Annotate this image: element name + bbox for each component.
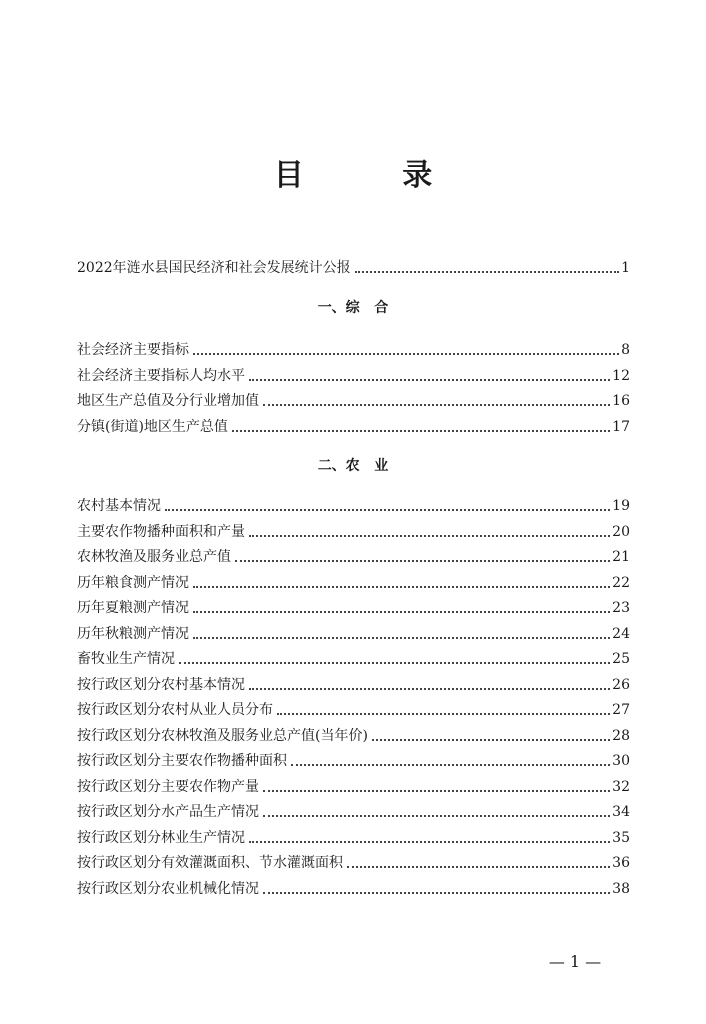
toc-entry-label: 按行政区划分农村从业人员分布 bbox=[77, 702, 273, 718]
leader-dots bbox=[263, 815, 610, 817]
toc-entry[interactable] bbox=[77, 340, 630, 360]
toc-entry[interactable] bbox=[77, 853, 630, 873]
toc-entry-page: 19 bbox=[612, 498, 630, 514]
leader-dots bbox=[263, 790, 610, 792]
toc-entry-label: 社会经济主要指标 bbox=[77, 342, 189, 358]
toc-entry[interactable] bbox=[77, 802, 630, 822]
toc-entry-label: 按行政区划分农林牧渔及服务业总产值(当年价) bbox=[77, 728, 368, 744]
toc-entry-page: 27 bbox=[612, 702, 630, 718]
toc-entry-label: 按行政区划分水产品生产情况 bbox=[77, 804, 259, 820]
toc-entry-label: 2022年涟水县国民经济和社会发展统计公报 bbox=[77, 260, 351, 276]
toc-entry-page: 17 bbox=[612, 419, 630, 435]
leader-dots bbox=[193, 353, 619, 355]
toc-entry[interactable] bbox=[77, 624, 630, 644]
leader-dots bbox=[347, 866, 610, 868]
page-number-footer: — 1 — bbox=[548, 952, 602, 971]
toc-entry-label: 农林牧渔及服务业总产值 bbox=[77, 549, 231, 565]
toc-entry[interactable] bbox=[77, 547, 630, 567]
toc-entry-page: 34 bbox=[612, 804, 630, 820]
toc-entry-page: 25 bbox=[612, 651, 630, 667]
toc-entry-page: 28 bbox=[612, 728, 630, 744]
leader-dots bbox=[291, 764, 610, 766]
toc-entry-page: 1 bbox=[621, 260, 630, 276]
toc-entry-page: 21 bbox=[612, 549, 630, 565]
toc-entry[interactable] bbox=[77, 366, 630, 386]
leader-dots bbox=[249, 688, 610, 690]
toc-entry-label: 按行政区划分主要农作物产量 bbox=[77, 779, 259, 795]
toc-entry-label: 地区生产总值及分行业增加值 bbox=[77, 393, 259, 409]
toc-entry-page: 36 bbox=[612, 855, 630, 871]
toc-entry-label: 畜牧业生产情况 bbox=[77, 651, 175, 667]
leader-dots bbox=[355, 271, 619, 273]
section-heading-agriculture: 二、农 业 bbox=[317, 458, 389, 474]
toc-entry-page: 22 bbox=[612, 575, 630, 591]
toc-entry-label: 分镇(街道)地区生产总值 bbox=[77, 419, 228, 435]
toc-entry[interactable] bbox=[77, 522, 630, 542]
toc-entry-page: 8 bbox=[621, 342, 630, 358]
toc-entry[interactable] bbox=[77, 751, 630, 771]
section-heading-general: 一、综 合 bbox=[317, 300, 389, 316]
leader-dots bbox=[193, 611, 610, 613]
toc-entry-label: 历年粮食测产情况 bbox=[77, 575, 189, 591]
toc-entry-page: 35 bbox=[612, 830, 630, 846]
toc-entry-label: 按行政区划分有效灌溉面积、节水灌溉面积 bbox=[77, 855, 343, 871]
leader-dots bbox=[249, 841, 610, 843]
toc-entry[interactable] bbox=[77, 598, 630, 618]
toc-entry-page: 26 bbox=[612, 677, 630, 693]
toc-entry[interactable] bbox=[77, 675, 630, 695]
leader-dots bbox=[179, 662, 610, 664]
toc-entry-page: 20 bbox=[612, 524, 630, 540]
leader-dots bbox=[165, 509, 610, 511]
toc-entry-page: 38 bbox=[612, 881, 630, 897]
toc-entry[interactable] bbox=[77, 417, 630, 437]
toc-entry-label: 社会经济主要指标人均水平 bbox=[77, 368, 245, 384]
toc-entry-page: 23 bbox=[612, 600, 630, 616]
toc-entry-label: 农村基本情况 bbox=[77, 498, 161, 514]
toc-entry-page: 24 bbox=[612, 626, 630, 642]
toc-entry-label: 按行政区划分主要农作物播种面积 bbox=[77, 753, 287, 769]
toc-entry-label: 按行政区划分林业生产情况 bbox=[77, 830, 245, 846]
leader-dots bbox=[249, 535, 610, 537]
leader-dots bbox=[372, 739, 610, 741]
toc-entry-page: 16 bbox=[612, 393, 630, 409]
leader-dots bbox=[277, 713, 610, 715]
toc-entry-page: 12 bbox=[612, 368, 630, 384]
toc-entry-label: 历年夏粮测产情况 bbox=[77, 600, 189, 616]
toc-entry-page: 30 bbox=[612, 753, 630, 769]
toc-entry-label: 主要农作物播种面积和产量 bbox=[77, 524, 245, 540]
toc-entry-label: 按行政区划分农业机械化情况 bbox=[77, 881, 259, 897]
toc-entry[interactable] bbox=[77, 879, 630, 899]
toc-entry[interactable] bbox=[77, 700, 630, 720]
toc-entry[interactable] bbox=[77, 726, 630, 746]
page-title: 目 录 bbox=[273, 158, 477, 193]
toc-entry[interactable] bbox=[77, 496, 630, 516]
toc-entry[interactable] bbox=[77, 391, 630, 411]
leader-dots bbox=[249, 379, 610, 381]
toc-entry-label: 历年秋粮测产情况 bbox=[77, 626, 189, 642]
toc-entry-page: 32 bbox=[612, 779, 630, 795]
toc-entry-intro[interactable] bbox=[77, 258, 630, 278]
toc-entry[interactable] bbox=[77, 828, 630, 848]
leader-dots bbox=[235, 560, 610, 562]
leader-dots bbox=[263, 892, 610, 894]
toc-entry[interactable] bbox=[77, 649, 630, 669]
toc-entry-label: 按行政区划分农村基本情况 bbox=[77, 677, 245, 693]
leader-dots bbox=[193, 637, 610, 639]
toc-entry[interactable] bbox=[77, 777, 630, 797]
leader-dots bbox=[263, 404, 610, 406]
leader-dots bbox=[193, 586, 610, 588]
toc-entry[interactable] bbox=[77, 573, 630, 593]
leader-dots bbox=[232, 430, 610, 432]
